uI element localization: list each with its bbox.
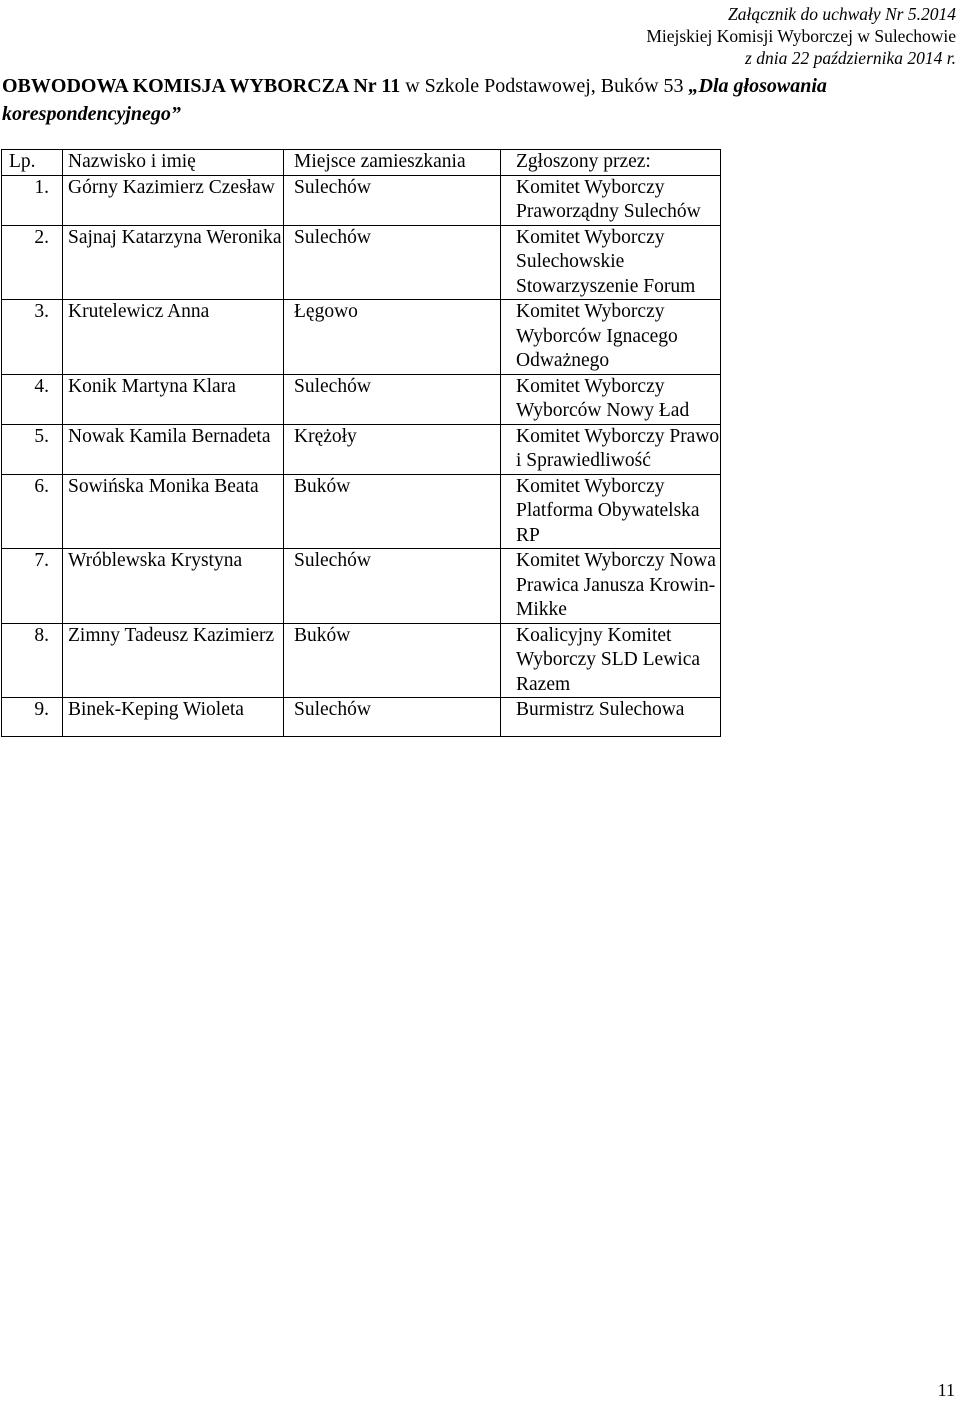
commission-heading — [2, 72, 942, 128]
attachment-commission: Miejskiej Komisji Wyborczej w Sulechowie — [646, 26, 956, 46]
cell-name: Sajnaj Katarzyna Weronika — [63, 225, 284, 300]
cell-place: Buków — [284, 474, 501, 549]
heading-purpose: „Dla głosowania — [688, 75, 827, 97]
cell-lp: 3. — [2, 300, 63, 375]
heading-purpose-continued: korespondencyjnego” — [2, 103, 181, 125]
cell-lp: 8. — [2, 623, 63, 698]
cell-lp: 4. — [2, 374, 63, 424]
table-row — [2, 300, 721, 375]
cell-place: Sulechów — [284, 175, 501, 225]
cell-place: Buków — [284, 623, 501, 698]
cell-name: Binek-Keping Wioleta — [63, 698, 284, 737]
header-name: Nazwisko i imię — [63, 150, 284, 176]
cell-lp: 5. — [2, 424, 63, 474]
cell-place: Krężoły — [284, 424, 501, 474]
table-row — [2, 623, 721, 698]
attachment-title: Załącznik do uchwały Nr 5.2014 — [728, 4, 956, 24]
cell-nominated-by: Komitet Wyborczy Prawo i Sprawiedliwość — [501, 424, 721, 474]
cell-lp: 9. — [2, 698, 63, 737]
cell-lp: 6. — [2, 474, 63, 549]
attachment-date: z dnia 22 października 2014 r. — [745, 48, 956, 68]
cell-place: Sulechów — [284, 549, 501, 624]
cell-lp: 7. — [2, 549, 63, 624]
heading-commission-name: OBWODOWA KOMISJA WYBORCZA Nr 11 — [2, 75, 401, 97]
cell-nominated-by: Komitet Wyborczy Wyborców Nowy Ład — [501, 374, 721, 424]
cell-nominated-by: Komitet Wyborczy Sulechowskie Stowarzyszenie Forum — [501, 225, 721, 300]
cell-nominated-by: Burmistrz Sulechowa — [501, 698, 721, 737]
cell-name: Krutelewicz Anna — [63, 300, 284, 375]
table-row — [2, 225, 721, 300]
cell-name: Zimny Tadeusz Kazimierz — [63, 623, 284, 698]
table-row — [2, 474, 721, 549]
cell-place: Sulechów — [284, 225, 501, 300]
cell-name: Górny Kazimierz Czesław — [63, 175, 284, 225]
members-table — [1, 149, 721, 737]
cell-place: Sulechów — [284, 374, 501, 424]
heading-location: w Szkole Podstawowej, Buków 53 — [400, 75, 689, 97]
cell-name: Konik Martyna Klara — [63, 374, 284, 424]
cell-lp: 2. — [2, 225, 63, 300]
cell-name: Wróblewska Krystyna — [63, 549, 284, 624]
header-lp: Lp. — [2, 150, 63, 176]
cell-name: Nowak Kamila Bernadeta — [63, 424, 284, 474]
header-place: Miejsce zamieszkania — [284, 150, 501, 176]
cell-place: Łęgowo — [284, 300, 501, 375]
header-nominated-by: Zgłoszony przez: — [501, 150, 721, 176]
cell-nominated-by: Koalicyjny Komitet Wyborczy SLD Lewica Razem — [501, 623, 721, 698]
page-number: 11 — [937, 1380, 955, 1400]
table-header-row — [2, 150, 721, 176]
attachment-note — [646, 3, 956, 69]
cell-nominated-by: Komitet Wyborczy Praworządny Sulechów — [501, 175, 721, 225]
table-row — [2, 175, 721, 225]
cell-lp: 1. — [2, 175, 63, 225]
table-row — [2, 374, 721, 424]
table-row — [2, 424, 721, 474]
cell-name: Sowińska Monika Beata — [63, 474, 284, 549]
cell-place: Sulechów — [284, 698, 501, 737]
cell-nominated-by: Komitet Wyborczy Platforma Obywatelska RP — [501, 474, 721, 549]
cell-nominated-by: Komitet Wyborczy Wyborców Ignacego Odważnego — [501, 300, 721, 375]
table-row — [2, 549, 721, 624]
cell-nominated-by: Komitet Wyborczy Nowa Prawica Janusza Krowin-Mikke — [501, 549, 721, 624]
table-row — [2, 698, 721, 737]
